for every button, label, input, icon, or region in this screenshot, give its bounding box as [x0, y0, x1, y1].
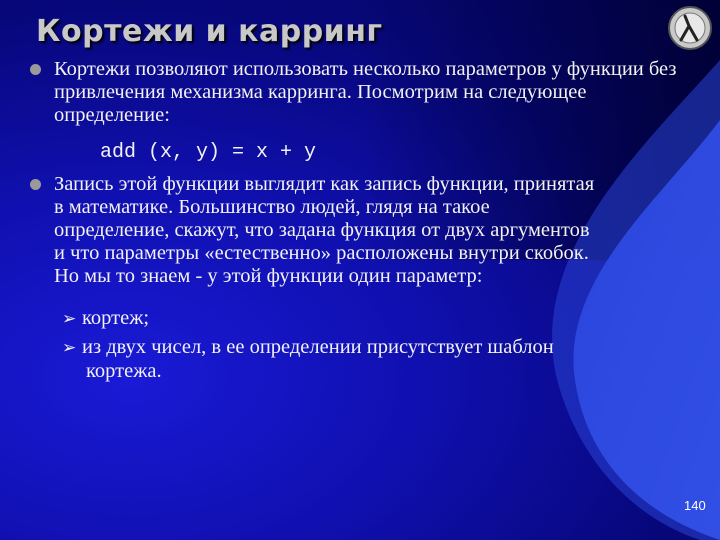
sub-item — [62, 307, 682, 331]
page-number: 140 — [684, 498, 706, 513]
arrow-bullet-icon: ➢ — [62, 309, 77, 329]
text-line: в математике. Большинство людей, глядя на такое — [54, 196, 490, 218]
bullet-dot — [30, 179, 41, 190]
slide-title: Кортежи и карринг — [36, 14, 383, 49]
text-line: и что параметры «естественно» расположены внутри скобок. — [54, 242, 589, 264]
bullet-dot — [30, 64, 41, 75]
text-line: Запись этой функции выглядит как запись функции, принятая — [54, 173, 595, 195]
sub-item-continuation: кортежа. — [86, 360, 162, 382]
text-line: Но мы то знаем - у этой функции один параметр: — [54, 265, 483, 287]
bullet-text — [54, 173, 704, 288]
sub-item — [62, 336, 682, 383]
arrow-bullet-icon: ➢ — [62, 338, 77, 358]
bullet-text: Кортежи позволяют использовать несколько параметров у функции без привлечения механизма карринга. Посмотрим на следующее определение: — [54, 58, 677, 126]
sub-item-text: из двух чисел, в ее определении присутствует шаблон — [82, 336, 554, 358]
text-line: определение, скажут, что задана функция от двух аргументов — [54, 219, 590, 241]
code-snippet: add (x, y) = x + y — [100, 141, 317, 164]
sub-item-text: кортеж; — [82, 307, 150, 329]
